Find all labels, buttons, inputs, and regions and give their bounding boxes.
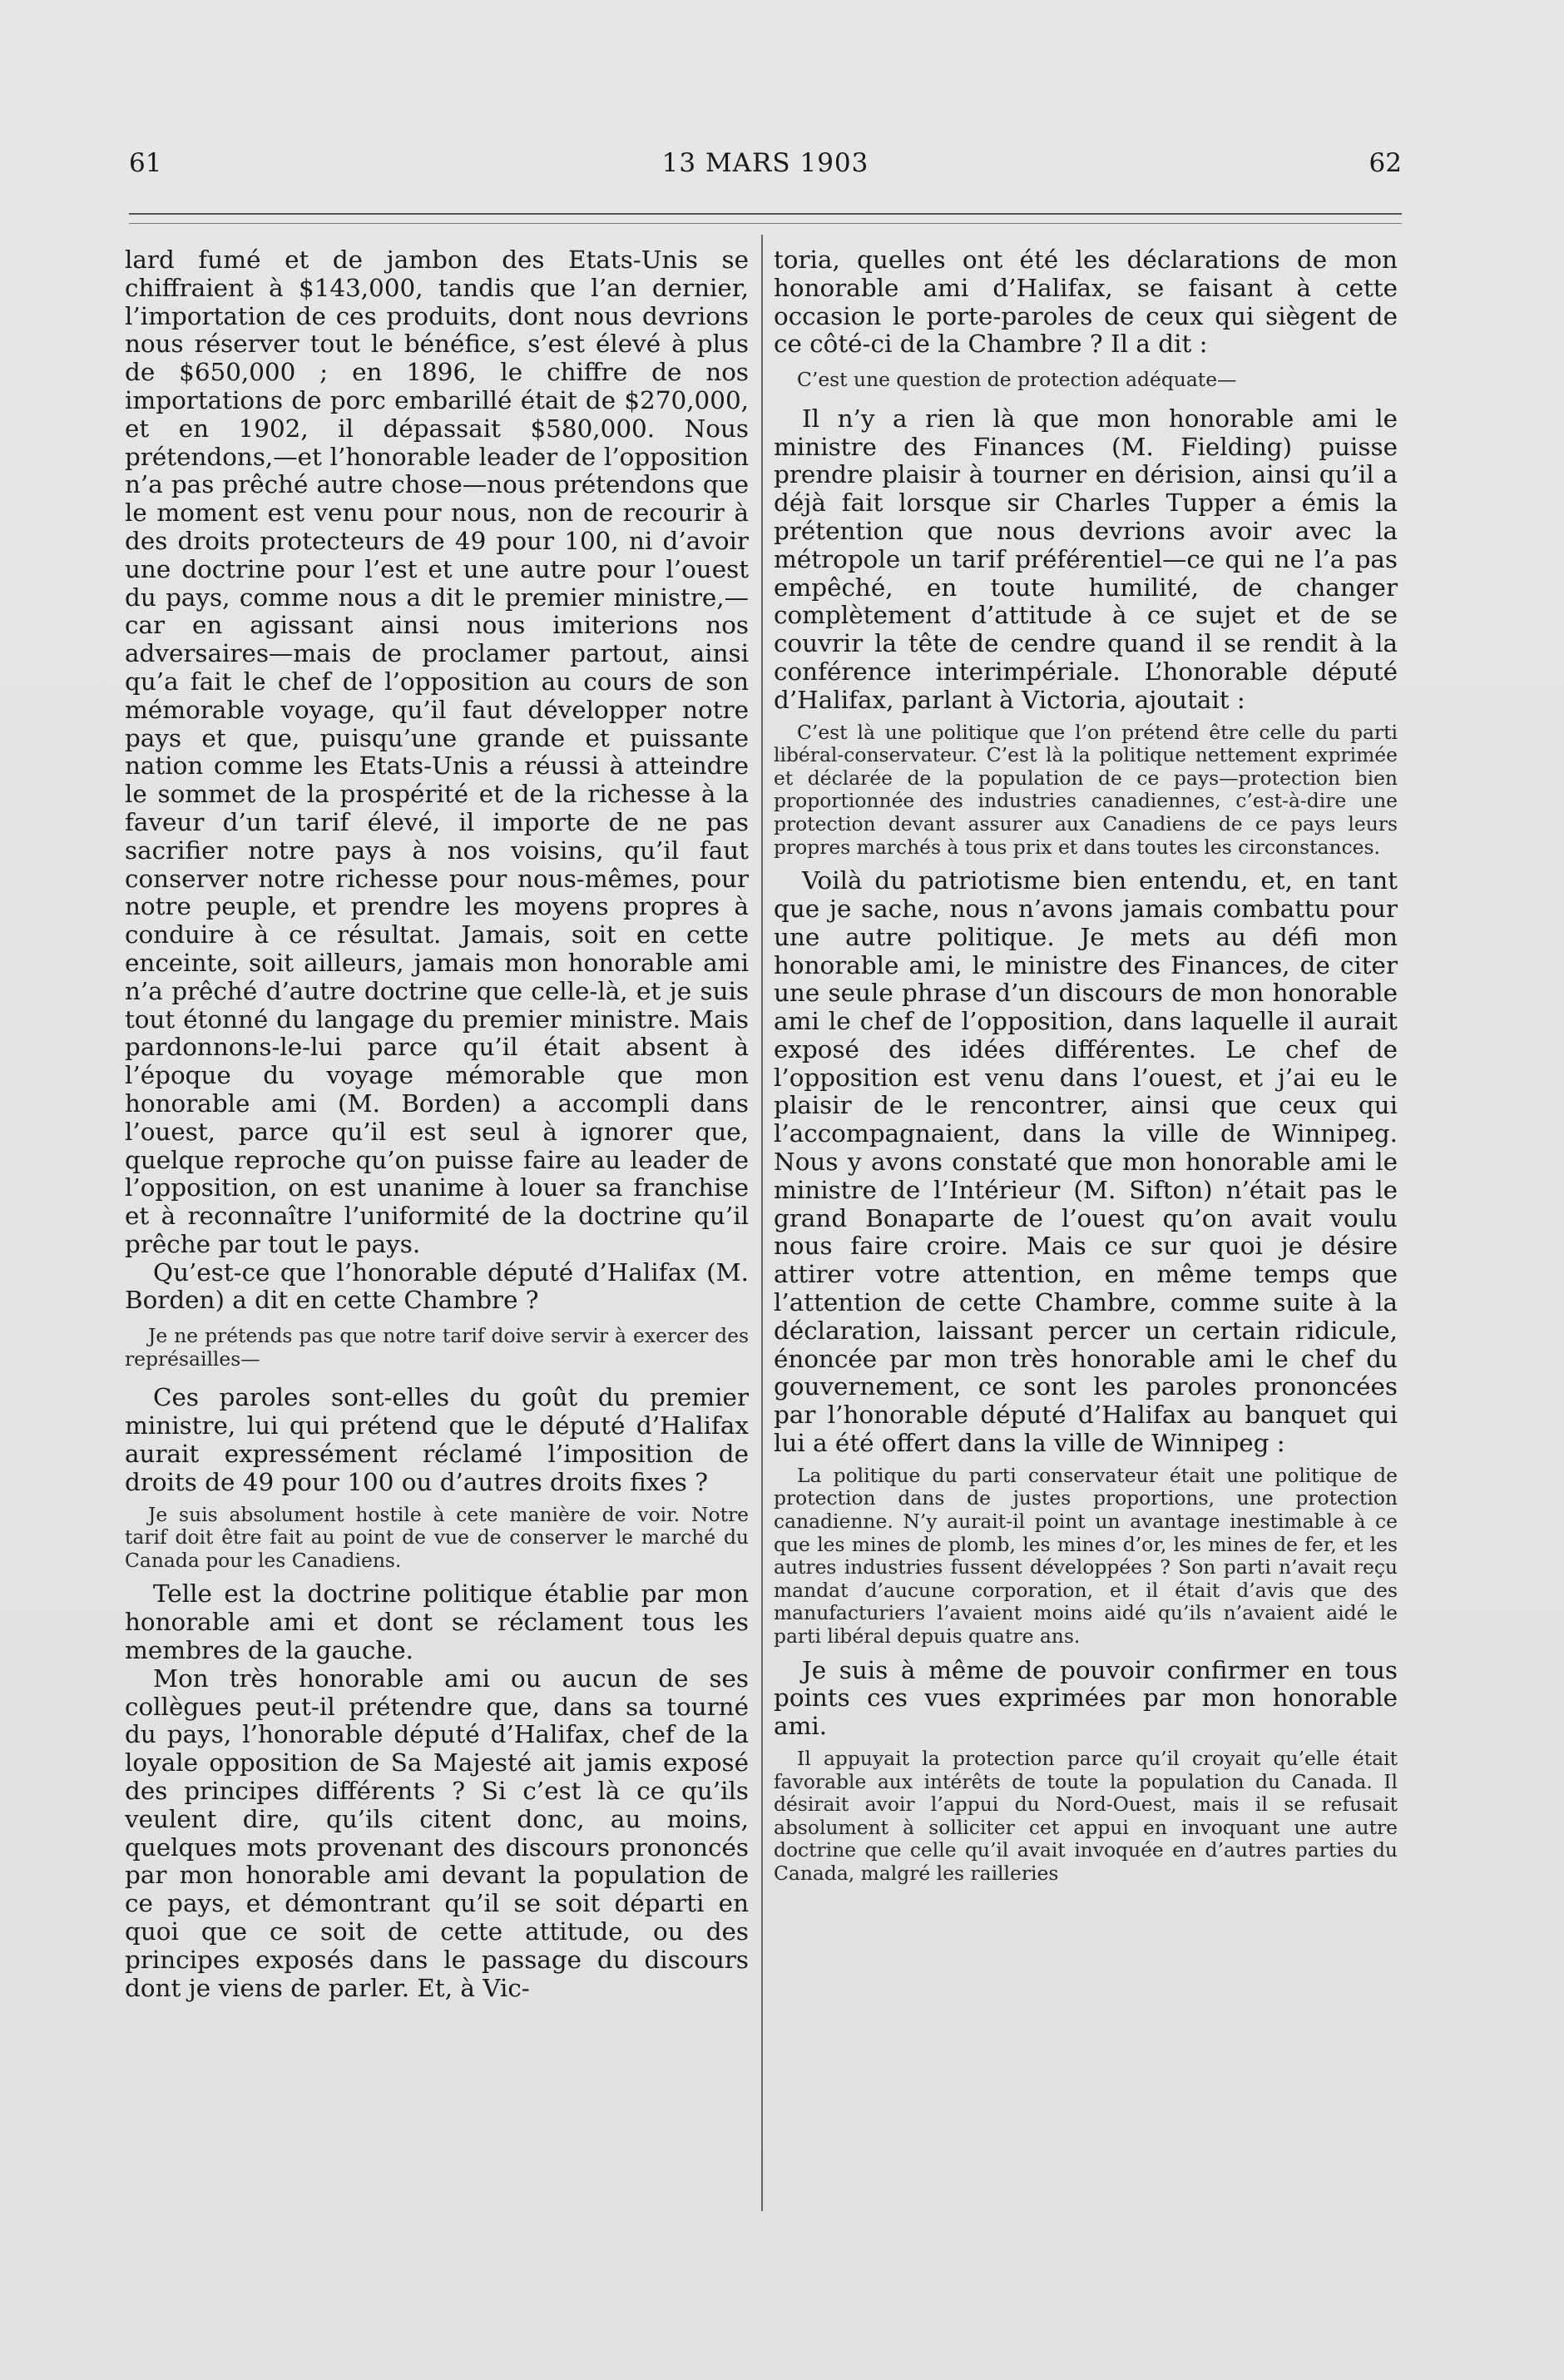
quotation: Je ne prétends pas que notre tarif doive servir à exercer des représailles— xyxy=(125,1324,749,1371)
page-date: 13 MARS 1903 xyxy=(661,148,869,178)
paragraph: Qu’est-ce que l’honorable député d’Halifax (M. Borden) a dit en cette Chambre ? xyxy=(125,1257,749,1315)
header-rule xyxy=(129,213,1402,215)
column-divider xyxy=(761,235,763,2211)
left-column xyxy=(125,246,749,2002)
header-rule-lower xyxy=(129,223,1402,224)
quotation: La politique du parti conservateur était une politique de protection dans de justes proportions, une protection canadienne. N’y aurait-il point un avantage inestimable à ce que les mines de plomb, les mines d’or, les mines de fer, et les autres industries fussent développées ? Son parti n’avait reçu mandat d’aucune corporation, et il était d’avis que des manufacturiers l’avaient moins aidé qu’ils n’avaient aidé le parti libéral depuis quatre ans. xyxy=(774,1463,1398,1648)
paragraph: Voilà du patriotisme bien entendu, et, en tant que je sache, nous n’avons jamais combattu pour une autre politique. Je mets au défi mon honorable ami, le ministre des Finances, de citer une seule phrase d’un discours de mon honorable ami le chef de l’opposition, dans laquelle il aurait exposé des idées différentes. Le chef de l’opposition est venu dans l’ouest, et j’ai eu le plaisir de le rencontrer, ainsi que ceux qui l’accompagnaient, dans la ville de Winnipeg. Nous y avons constaté que mon honorable ami le ministre de l’Intérieur (M. Sifton) n’était pas le grand Bonaparte de l’ouest qu’on avait voulu nous faire croire. Mais ce sur quoi je désire attirer votre attention, en même temps que l’attention de cette Chambre, comme suite à la déclaration, laissant percer un certain ridicule, énoncée par mon très honorable ami le chef du gouvernement, ce sont les paroles prononcées par l’honorable député d’Halifax au banquet qui lui a été offert dans la ville de Winnipeg : xyxy=(774,866,1398,1458)
right-column xyxy=(774,246,1398,1894)
page-header xyxy=(129,148,1402,190)
paragraph: Il n’y a rien là que mon honorable ami le ministre des Finances (M. Fielding) puisse prendre plaisir à tourner en dérision, ainsi qu’il a déjà fait lorsque sir Charles Tupper a émis la prétention que nous devrions avoir avec la métropole un tarif préférentiel—ce qui ne l’a pas empêché, en toute humilité, de changer complètement d’attitude à ce sujet et de se couvrir la tête de cendre quand il se rendit à la conférence interimpériale. L’honorable député d’Halifax, parlant à Victoria, ajoutait : xyxy=(774,404,1398,714)
paragraph: toria, quelles ont été les déclarations de mon honorable ami d’Halifax, se faisant à cette occasion le porte-paroles de ceux qui siègent de ce côté-ci de la Chambre ? Il a dit : xyxy=(774,245,1398,359)
page-number-left: 61 xyxy=(129,148,162,178)
quotation: Je suis absolument hostile à cete manière de voir. Notre tarif doit être fait au point de vue de conserver le marché du Canada pour les Canadiens. xyxy=(125,1502,749,1572)
paragraph: Je suis à même de pouvoir confirmer en tous points ces vues exprimées par mon honorable ami. xyxy=(774,1655,1398,1741)
paragraph: lard fumé et de jambon des Etats-Unis se chiffraient à $143,000, tandis que l’an dernier, l’importation de ces produits, dont nous devrions nous réserver tout le bénéfice, s’est élevé à plus de $650,000 ; en 1896, le chiffre de nos importations de porc embarillé était de $270,000, et en 1902, il dépassait $580,000. Nous prétendons,—et l’honorable leader de l’opposition n’a pas prêché autre chose—nous prétendons que le moment est venu pour nous, non de recourir à des droits protecteurs de 49 pour 100, ni d’avoir une doctrine pour l’est et une autre pour l’ouest du pays, comme nous a dit le premier ministre,—car en agissant ainsi nous imiterions nos adversaires—mais de proclamer partout, ainsi qu’a fait le chef de l’opposition au cours de son mémorable voyage, qu’il faut développer notre pays et que, puisqu’une grande et puissante nation comme les Etats-Unis a réussi à atteindre le sommet de la prospérité et de la richesse à la faveur d’un tarif élevé, il importe de ne pas sacrifier notre pays à nos voisins, qu’il faut conserver notre richesse pour nous-mêmes, pour notre peuple, et prendre les moyens propres à conduire à ce résultat. Jamais, soit en cette enceinte, soit ailleurs, jamais mon honorable ami n’a prêché d’autre doctrine que celle-là, et je suis tout étonné du langage du premier ministre. Mais pardonnons-le-lui parce qu’il était absent à l’époque du voyage mémorable que mon honorable ami (M. Borden) a accompli dans l’ouest, parce qu’il est seul à ignorer que, quelque reproche qu’on puisse faire au leader de l’opposition, on est unanime à louer sa franchise et à reconnaître l’uniformité de la doctrine qu’il prêche par tout le pays. xyxy=(125,245,749,1258)
paragraph: Telle est la doctrine politique établie par mon honorable ami et dont se réclament tous les membres de la gauche. xyxy=(125,1579,749,1665)
paragraph: Ces paroles sont-elles du goût du premier ministre, lui qui prétend que le député d’Halifax aurait expressément réclamé l’imposition de droits de 49 pour 100 ou d’autres droits fixes ? xyxy=(125,1383,749,1496)
paragraph: Mon très honorable ami ou aucun de ses collègues peut-il prétendre que, dans sa tourné du pays, l’honorable député d’Halifax, chef de la loyale opposition de Sa Majesté ait jamis exposé des principes différents ? Si c’est là ce qu’ils veulent dire, qu’ils citent donc, au moins, quelques mots provenant des discours prononcés par mon honorable ami devant la population de ce pays, et démontrant qu’il se soit départi en quoi que ce soit de cette attitude, ou des principes exposés dans le passage du discours dont je viens de parler. Et, à Vic- xyxy=(125,1664,749,2002)
quotation: C’est là une politique que l’on prétend être celle du parti libéral-conservateur. C’est là la politique nettement exprimée et déclarée de la population de ce pays—protection bien proportionnée des industries canadiennes, c’est-à-dire une protection devant assurer aux Canadiens de ce pays leurs propres marchés à tous prix et dans toutes les circonstances. xyxy=(774,720,1398,859)
page-number-right: 62 xyxy=(1368,148,1402,178)
quotation: C’est une question de protection adéquate— xyxy=(797,368,1237,392)
quotation: Il appuyait la protection parce qu’il croyait qu’elle était favorable aux intérêts de toute la population du Canada. Il désirait avoir l’appui du Nord-Ouest, mais il se refusait absolument à solliciter cet appui en invoquant une autre doctrine que celle qu’il avait invoquée en d’autres parties du Canada, malgré les railleries xyxy=(774,1746,1398,1885)
